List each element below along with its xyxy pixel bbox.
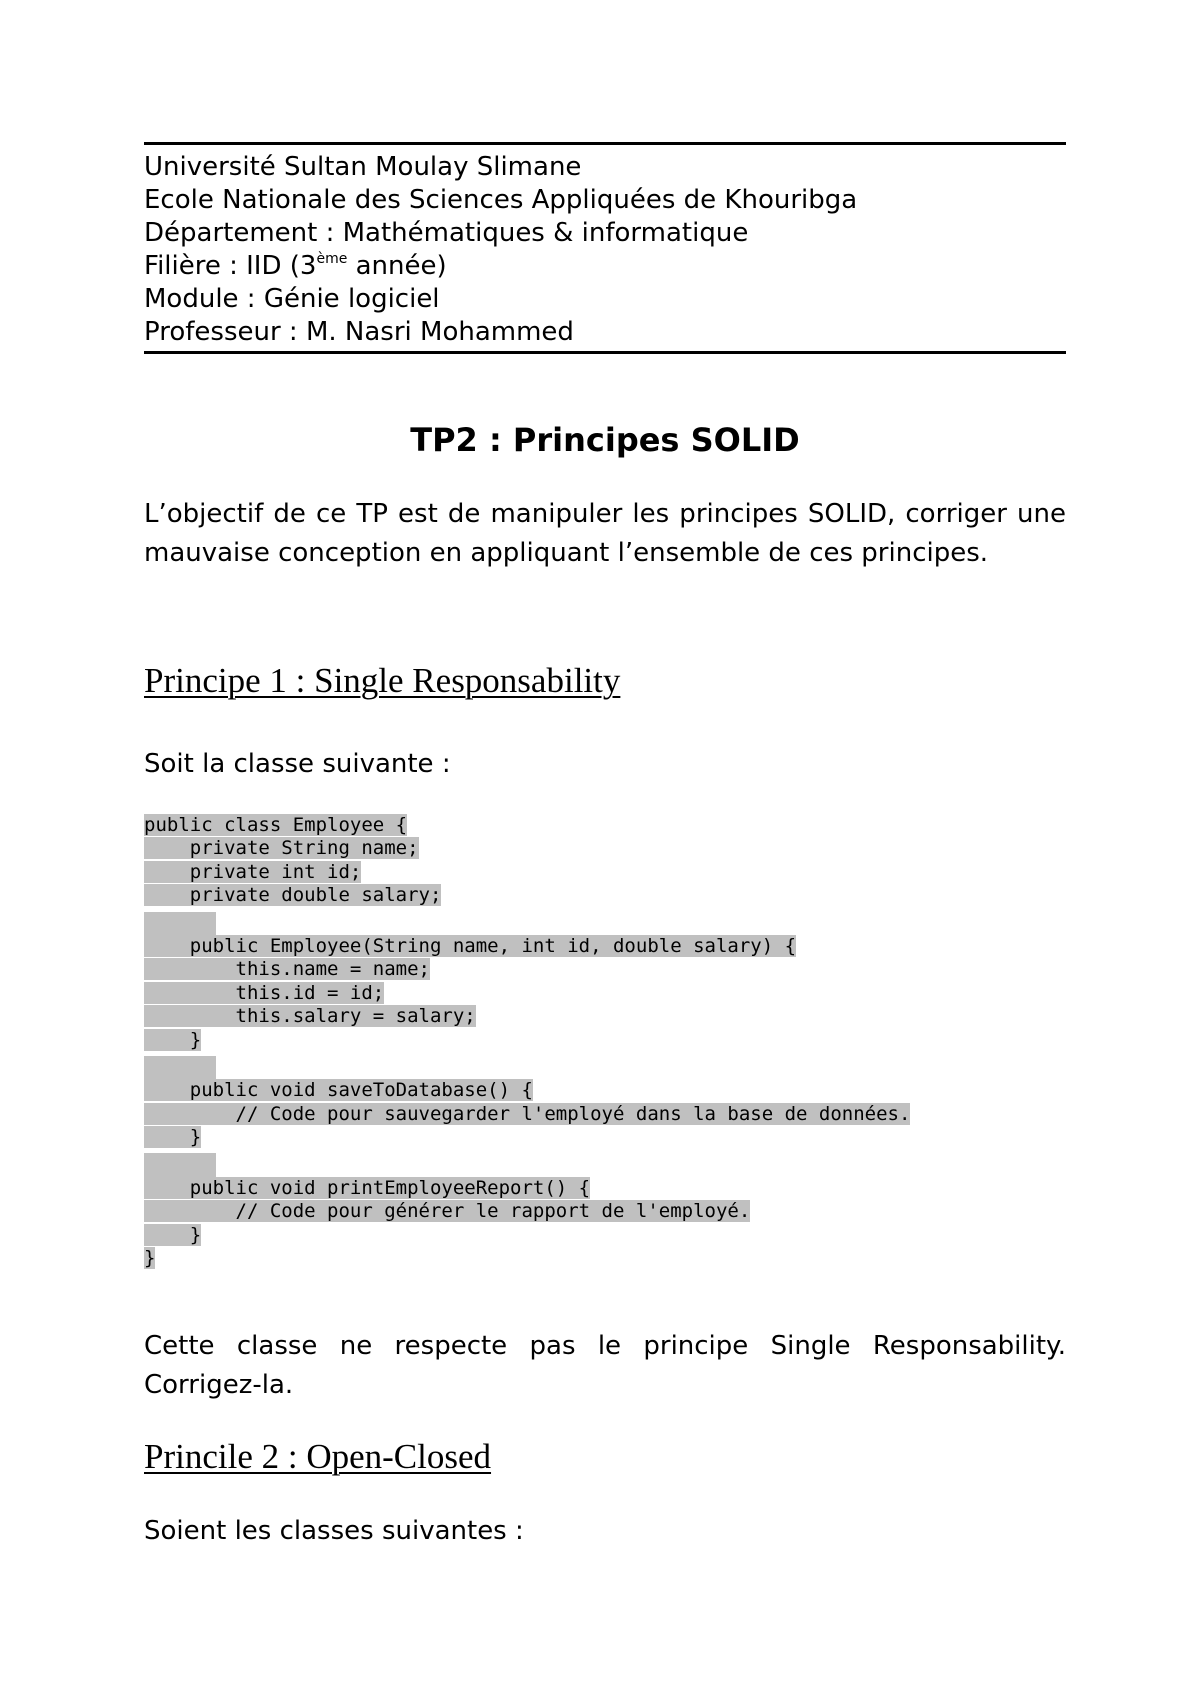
professor: Professeur : M. Nasri Mohammed [144,317,574,347]
code-line-blank [144,1153,1044,1176]
code-line: public void printEmployeeReport() { [144,1176,591,1199]
code-line: this.name = name; [144,958,430,981]
code-line: } [144,1028,202,1051]
code-line: public void saveToDatabase() { [144,1079,533,1102]
code-line: // Code pour générer le rapport de l'employé. [144,1200,751,1223]
header-block [144,142,1066,354]
code-line: this.salary = salary; [144,1005,476,1028]
section2-lead: Soient les classes suivantes : [144,1516,524,1546]
university-name: Université Sultan Moulay Slimane [144,152,582,182]
code-block [144,814,1044,1270]
intro-paragraph: L’objectif de ce TP est de manipuler les principes SOLID, corriger une mauvaise conception en appliquant l’ensemble de ces principes. [144,499,1066,568]
code-line: this.id = id; [144,981,385,1004]
code-line: } [144,1126,202,1149]
code-line: public class Employee { [144,814,408,836]
code-line-blank [144,912,1044,935]
bottom-rule [144,351,1066,354]
code-line: } [144,1247,156,1270]
code-line: private String name; [144,837,419,860]
code-line: // Code pour sauvegarder l'employé dans la base de données. [144,1102,911,1125]
module: Module : Génie logiciel [144,284,440,314]
school-name: Ecole Nationale des Sciences Appliquées de Khouribga [144,185,858,215]
department: Département : Mathématiques & informatique [144,218,749,248]
filiere: Filière : IID (3ème année) [144,251,447,281]
code-line: public Employee(String name, int id, double salary) { [144,934,797,957]
code-line-blank [144,1056,1044,1079]
section1-lead: Soit la classe suivante : [144,749,451,779]
section1-conclusion: Cette classe ne respecte pas le principe Single Responsability. Corrigez-la. [144,1331,1066,1400]
section1-heading: Principe 1 : Single Responsability [144,661,621,700]
code-line: private double salary; [144,884,442,907]
section2-heading: Princile 2 : Open-Closed [144,1437,492,1476]
code-line: } [144,1223,202,1246]
code-line: private int id; [144,860,362,883]
page-title: TP2 : Principes SOLID [410,421,800,459]
